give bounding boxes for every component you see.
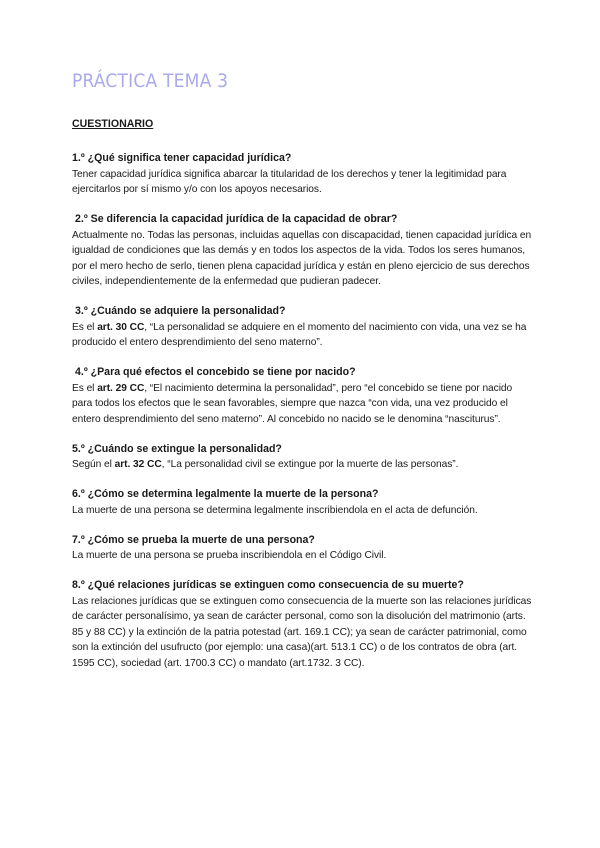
answer-7-text: La muerte de una persona se prueba inscribiendola en el Código Civil. — [72, 550, 387, 561]
answer-3 — [72, 320, 532, 351]
answer-4-text-end: , “El nacimiento determina la personalidad”, pero “el concebido se tiene por nacido para todos los efectos que le sean favorables, siempre que nazca “con vida, una vez producido el entero desprendimiento del seno materno”. Al concebido no nacido se le denomina “nasciturus”. — [72, 382, 513, 425]
answer-8-text: Las relaciones jurídicas que se extinguen como consecuencia de la muerte son las relaciones jurídicas de carácter personalísimo, ya sean de carácter personal, como son la disolución del matrimonio (arts. 85 y 88 CC) y la extinción de la patria potestad (art. 169.1 CC); ya sean de carácter patrimonial, como son la extinción del usufructo (por ejemplo: una casa)(art. 513.1 CC) o de los contratos de obra (art. 1595 CC), sociedad (art. 1700.3 CC) o mandato (art.1732. 3 CC). — [72, 595, 532, 669]
qa-item-1 — [72, 151, 532, 198]
answer-7 — [72, 548, 532, 564]
question-7: 7.º ¿Cómo se prueba la muerte de una persona? — [72, 533, 315, 546]
answer-2-text: Actualmente no. Todas las personas, incluidas aquellas con discapacidad, tienen capacidad jurídica en igualdad de condiciones que las demás y en todos los aspectos de la vida. Todos los seres humanos, por el mero hecho de serlo, tienen plena capacidad jurídica y están en pleno ejercicio de sus derechos civiles, independientemente de la enfermedad que pudieran padecer. — [72, 229, 532, 287]
answer-4 — [72, 381, 532, 428]
question-5: 5.º ¿Cuándo se extingue la personalidad? — [72, 442, 282, 455]
answer-2 — [72, 228, 532, 290]
question-3: 3.º ¿Cuándo se adquiere la personalidad? — [75, 305, 286, 317]
qa-item-2 — [72, 212, 532, 290]
qa-item-3 — [72, 304, 532, 351]
answer-4-text-start: Es el — [72, 382, 98, 394]
document-title: PRÁCTICA TEMA 3 — [72, 70, 229, 92]
question-2: 2.º Se diferencia la capacidad jurídica de la capacidad de obrar? — [75, 213, 398, 225]
question-1: 1.º ¿Qué significa tener capacidad jurídica? — [72, 152, 292, 164]
document-page — [72, 70, 532, 686]
answer-6-text: La muerte de una persona se determina legalmente inscribiendola en el acta de defunción. — [72, 504, 478, 516]
answer-8 — [72, 594, 532, 672]
question-4: 4.º ¿Para qué efectos el concebido se tiene por nacido? — [75, 366, 356, 378]
answer-1 — [72, 167, 532, 198]
answer-5-text-end: , “La personalidad civil se extingue por la muerte de las personas”. — [161, 459, 459, 470]
answer-6 — [72, 503, 532, 519]
qa-item-8 — [72, 578, 532, 671]
answer-5-text-start: Según el — [72, 459, 115, 470]
answer-3-article-ref: art. 30 CC — [97, 321, 145, 333]
question-6: 6.º ¿Cómo se determina legalmente la muerte de la persona? — [72, 488, 379, 500]
section-heading: CUESTIONARIO — [72, 118, 154, 130]
qa-item-4 — [72, 365, 532, 427]
answer-1-text: Tener capacidad jurídica significa abarcar la titularidad de los derechos y tener la legitimidad para ejercitarlos por sí mismo y/o con los apoyos necesarios. — [72, 168, 507, 195]
answer-4-article-ref: art. 29 CC — [97, 382, 145, 394]
qa-item-5 — [72, 442, 532, 473]
answer-5 — [72, 457, 532, 473]
answer-3-text-end: , “La personalidad se adquiere en el momento del nacimiento con vida, una vez se ha producido el entero desprendimiento del seno materno”. — [72, 321, 527, 348]
qa-item-6 — [72, 487, 532, 518]
qa-item-7 — [72, 533, 532, 564]
question-8: 8.º ¿Qué relaciones jurídicas se extinguen como consecuencia de su muerte? — [72, 579, 464, 591]
answer-5-article-ref: art. 32 CC — [114, 459, 162, 470]
answer-3-text-start: Es el — [72, 321, 98, 333]
